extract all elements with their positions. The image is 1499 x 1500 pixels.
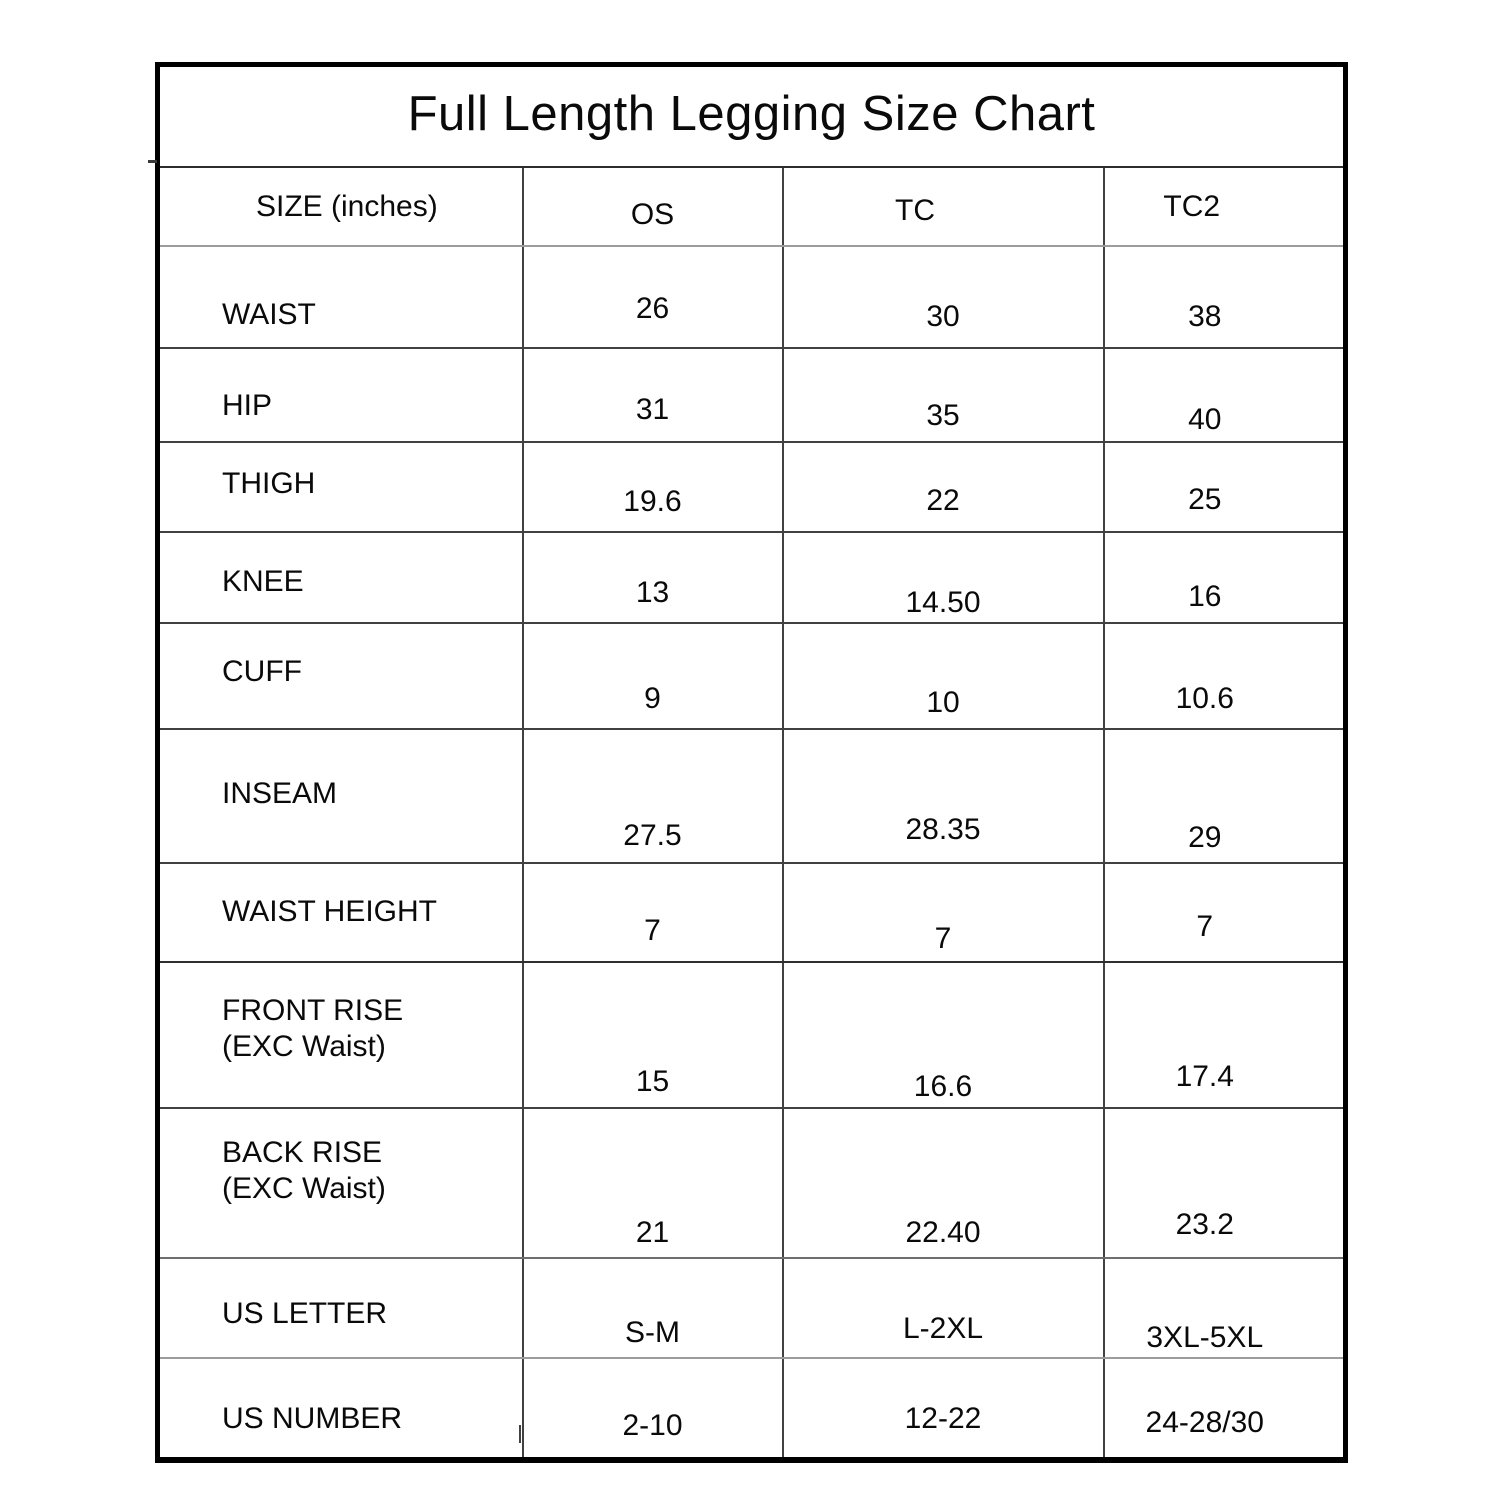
thigh-tc2-cell (1104, 442, 1346, 532)
cell-value: 10.6 (1175, 682, 1234, 715)
us-letter-tc2-cell (1104, 1258, 1346, 1358)
row-label-cell (158, 246, 523, 348)
row-label-cell (158, 863, 523, 962)
front-rise-os-cell (523, 962, 783, 1108)
chart-title: Full Length Legging Size Chart (407, 86, 1096, 141)
row-label-cell (158, 623, 523, 729)
cell-value: 21 (635, 1216, 670, 1249)
row-knee (158, 532, 1346, 623)
row-us-number (158, 1358, 1346, 1460)
cell-value: 2-10 (622, 1409, 683, 1442)
row-label: WAIST HEIGHT (222, 894, 438, 928)
us-number-tc2-cell (1104, 1358, 1346, 1460)
row-waist-height (158, 863, 1346, 962)
thigh-os-cell (523, 442, 783, 532)
cell-value: 16 (1188, 579, 1222, 613)
header-tc-label: TC (895, 193, 935, 227)
row-label: US LETTER (222, 1297, 388, 1330)
cell-value: 10 (926, 686, 960, 719)
header-tc2-cell (1104, 167, 1346, 246)
cell-value: 7 (934, 921, 952, 955)
row-inseam (158, 729, 1346, 863)
header-size-cell (158, 167, 523, 246)
us-number-os-cell (523, 1358, 783, 1460)
cell-value: L-2XL (902, 1312, 984, 1345)
inseam-os-cell (523, 729, 783, 863)
row-label-line2: (EXC Waist) (222, 1030, 386, 1063)
row-label (222, 1135, 386, 1207)
row-front-rise (158, 962, 1346, 1108)
row-label: WAIST (222, 298, 316, 331)
row-back-rise (158, 1108, 1346, 1258)
cell-value: 27.5 (623, 819, 682, 852)
cell-value: 22 (926, 484, 960, 517)
us-letter-os-cell (523, 1258, 783, 1358)
chart-title-cell (158, 65, 1346, 168)
inseam-tc-cell (783, 729, 1104, 863)
row-label-cell (158, 1258, 523, 1358)
front-rise-tc2-cell (1104, 962, 1346, 1108)
cell-value: 15 (635, 1065, 670, 1098)
knee-tc2-cell (1104, 532, 1346, 623)
inseam-tc2-cell (1104, 729, 1346, 863)
row-hip (158, 348, 1346, 442)
cell-value: 14.50 (905, 585, 981, 619)
us-number-tc-cell (783, 1358, 1104, 1460)
row-cuff (158, 623, 1346, 729)
cell-value: 29 (1188, 821, 1222, 854)
title-line-overhang (148, 160, 157, 163)
row-label-cell (158, 532, 523, 623)
header-os-cell (523, 167, 783, 246)
cell-value: 40 (1188, 403, 1222, 436)
cell-value: S-M (625, 1316, 680, 1349)
row-label: US NUMBER (222, 1402, 403, 1435)
cell-value: 38 (1188, 300, 1222, 333)
front-rise-tc-cell (783, 962, 1104, 1108)
row-label-line2: (EXC Waist) (222, 1172, 386, 1205)
thigh-tc-cell (783, 442, 1104, 532)
back-rise-tc2-cell (1104, 1108, 1346, 1258)
row-label: KNEE (222, 564, 304, 598)
waist-height-os-cell (523, 863, 783, 962)
cell-value: 22.40 (905, 1216, 981, 1249)
hip-tc-cell (783, 348, 1104, 442)
hip-os-cell (523, 348, 783, 442)
row-label-line1: BACK RISE (222, 1136, 383, 1169)
cell-value: 26 (635, 292, 670, 325)
cell-value: 35 (926, 399, 960, 432)
waist-height-tc-cell (783, 863, 1104, 962)
cell-value: 25 (1188, 483, 1222, 516)
cuff-os-cell (523, 623, 783, 729)
cell-value: 3XL-5XL (1146, 1321, 1264, 1354)
waist-os-cell (523, 246, 783, 348)
us-letter-tc-cell (783, 1258, 1104, 1358)
header-tc2-label: TC2 (1163, 189, 1221, 223)
cell-value: 13 (635, 575, 670, 609)
size-chart (155, 62, 1348, 1463)
cuff-tc2-cell (1104, 623, 1346, 729)
row-thigh (158, 442, 1346, 532)
cell-value: 9 (644, 682, 661, 715)
cell-value: 12-22 (904, 1402, 982, 1435)
row-waist (158, 246, 1346, 348)
column-divider-overhang (519, 1425, 521, 1443)
cell-value: 16.6 (913, 1070, 973, 1103)
header-os-label: OS (630, 197, 675, 231)
cell-value: 17.4 (1175, 1060, 1234, 1093)
row-label: INSEAM (222, 777, 338, 810)
waist-tc-cell (783, 246, 1104, 348)
waist-height-tc2-cell (1104, 863, 1346, 962)
title-row (158, 65, 1346, 168)
row-label (222, 993, 403, 1065)
row-label-cell (158, 1358, 523, 1460)
knee-tc-cell (783, 532, 1104, 623)
cell-value: 19.6 (623, 485, 682, 518)
row-label: CUFF (222, 655, 302, 688)
row-label: THIGH (222, 467, 316, 500)
row-label-cell (158, 729, 523, 863)
row-label-cell (158, 1108, 523, 1258)
back-rise-os-cell (523, 1108, 783, 1258)
row-label-cell (158, 962, 523, 1108)
cell-value: 28.35 (905, 813, 981, 846)
hip-tc2-cell (1104, 348, 1346, 442)
cuff-tc-cell (783, 623, 1104, 729)
cell-value: 7 (1196, 909, 1214, 943)
cell-value: 31 (635, 393, 670, 426)
size-chart-table (155, 62, 1348, 1463)
back-rise-tc-cell (783, 1108, 1104, 1258)
cell-value: 30 (926, 300, 960, 333)
row-label-cell (158, 442, 523, 532)
waist-tc2-cell (1104, 246, 1346, 348)
row-label-cell (158, 348, 523, 442)
cell-value: 7 (644, 913, 661, 947)
row-label: HIP (222, 389, 273, 422)
row-label-line1: FRONT RISE (222, 994, 404, 1027)
knee-os-cell (523, 532, 783, 623)
row-us-letter (158, 1258, 1346, 1358)
header-tc-cell (783, 167, 1104, 246)
header-row (158, 167, 1346, 246)
cell-value: 23.2 (1175, 1208, 1234, 1241)
cell-value: 24-28/30 (1145, 1406, 1264, 1439)
header-size-label: SIZE (inches) (256, 189, 438, 223)
